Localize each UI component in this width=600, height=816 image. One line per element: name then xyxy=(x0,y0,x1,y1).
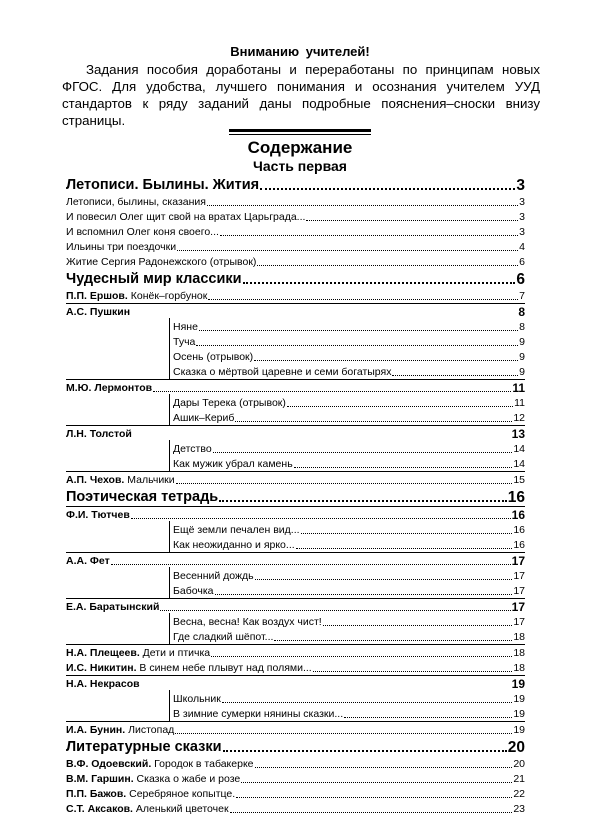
toc-work[interactable]: Детство 14 xyxy=(173,443,525,455)
toc-author[interactable]: Е.А. Баратынский 17 xyxy=(66,600,525,614)
toc-work[interactable]: Няне 8 xyxy=(173,321,525,333)
toc-section[interactable]: Летописи. Былины. Жития 3 xyxy=(66,177,525,194)
toc-work[interactable]: В зимние сумерки нянины сказки... 19 xyxy=(173,708,525,720)
toc-work[interactable]: Осень (отрывок) 9 xyxy=(173,351,525,363)
toc-work[interactable]: Ашик–Кериб 12 xyxy=(173,412,525,424)
toc-author-entry[interactable]: С.Т. Аксаков. Аленький цветочек 23 xyxy=(66,803,525,815)
toc-work[interactable]: Ещё земли печален вид... 16 xyxy=(173,524,525,536)
toc-author-entry[interactable]: П.П. Бажов. Серебряное копытце. 22 xyxy=(66,788,525,800)
toc-author[interactable]: Ф.И. Тютчев 16 xyxy=(66,508,525,522)
toc-author[interactable]: А.А. Фет 17 xyxy=(66,554,525,568)
toc-author-entry[interactable]: П.П. Ершов. Конёк–горбунок 7 xyxy=(66,290,525,302)
toc-entry[interactable]: Летописи, былины, сказания 3 xyxy=(66,196,525,208)
toc-author[interactable]: Н.А. Некрасов 19 xyxy=(66,677,525,691)
toc-work[interactable]: Сказка о мёртвой царевне и семи богатырях 9 xyxy=(173,366,525,378)
toc-author-entry[interactable]: А.П. Чехов. Мальчики 15 xyxy=(66,471,525,487)
toc-author[interactable]: М.Ю. Лермонтов 11 xyxy=(66,381,525,395)
toc-author-entry[interactable]: В.М. Гаршин. Сказка о жабе и розе 21 xyxy=(66,773,525,785)
author-group-pushkin xyxy=(66,303,525,379)
toc-work[interactable]: Весна, весна! Как воздух чист! 17 xyxy=(173,616,525,628)
toc-work[interactable]: Как неожиданно и ярко... 16 xyxy=(173,539,525,551)
table-of-contents xyxy=(66,175,525,816)
toc-section[interactable]: Литературные сказки 20 xyxy=(66,739,525,756)
author-group-lermontov xyxy=(66,379,525,425)
toc-work[interactable]: Где сладкий шёпот... 18 xyxy=(173,631,525,643)
toc-work[interactable]: Бабочка 17 xyxy=(173,585,525,597)
notice-title: Вниманию учителей! xyxy=(230,44,370,59)
part-title: Часть первая xyxy=(253,158,347,174)
toc-entry[interactable]: И повесил Олег щит свой на вратах Царьграда... 3 xyxy=(66,211,525,223)
toc-entry[interactable]: И вспомнил Олег коня своего... 3 xyxy=(66,226,525,238)
notice-text: Задания пособия доработаны и переработаны по принципам новых ФГОС. Для удобства, лучшего понимания и осознания учителем УУД стандартов к ряду заданий даны подробные пояснения–сноски внизу страницы. xyxy=(62,62,540,128)
toc-entry[interactable]: Ильины три поездочки 4 xyxy=(66,241,525,253)
toc-title: Содержание xyxy=(247,138,353,157)
toc-work[interactable]: Как мужик убрал камень 14 xyxy=(173,458,525,470)
author-group-nekrasov xyxy=(66,675,525,721)
title-rule-thin xyxy=(229,134,371,135)
toc-section[interactable]: Чудесный мир классики 6 xyxy=(66,271,525,288)
toc-entry[interactable]: Житие Сергия Радонежского (отрывок) 6 xyxy=(66,256,525,268)
title-rule xyxy=(229,129,371,132)
toc-author-entry[interactable]: В.Ф. Одоевский. Городок в табакерке 20 xyxy=(66,758,525,770)
toc-work[interactable]: Школьник 19 xyxy=(173,693,525,705)
author-group-fet xyxy=(66,552,525,598)
toc-author-entry[interactable]: Н.А. Плещеев. Дети и птичка 18 xyxy=(66,644,525,660)
toc-work[interactable]: Весенний дождь 17 xyxy=(173,570,525,582)
toc-author-entry[interactable]: И.А. Бунин. Листопад 19 xyxy=(66,721,525,737)
toc-work[interactable]: Дары Терека (отрывок) 11 xyxy=(173,397,525,409)
author-group-tyutchev xyxy=(66,506,525,552)
toc-section[interactable]: Поэтическая тетрадь 16 xyxy=(66,489,525,506)
author-group-tolstoy xyxy=(66,425,525,471)
toc-author[interactable]: Л.Н. Толстой 13 xyxy=(66,427,525,441)
toc-author[interactable]: А.С. Пушкин 8 xyxy=(66,305,525,319)
toc-author-entry[interactable]: И.С. Никитин. В синем небе плывут над полями... 18 xyxy=(66,662,525,674)
toc-work[interactable]: Туча 9 xyxy=(173,336,525,348)
author-group-baratynsky xyxy=(66,598,525,644)
